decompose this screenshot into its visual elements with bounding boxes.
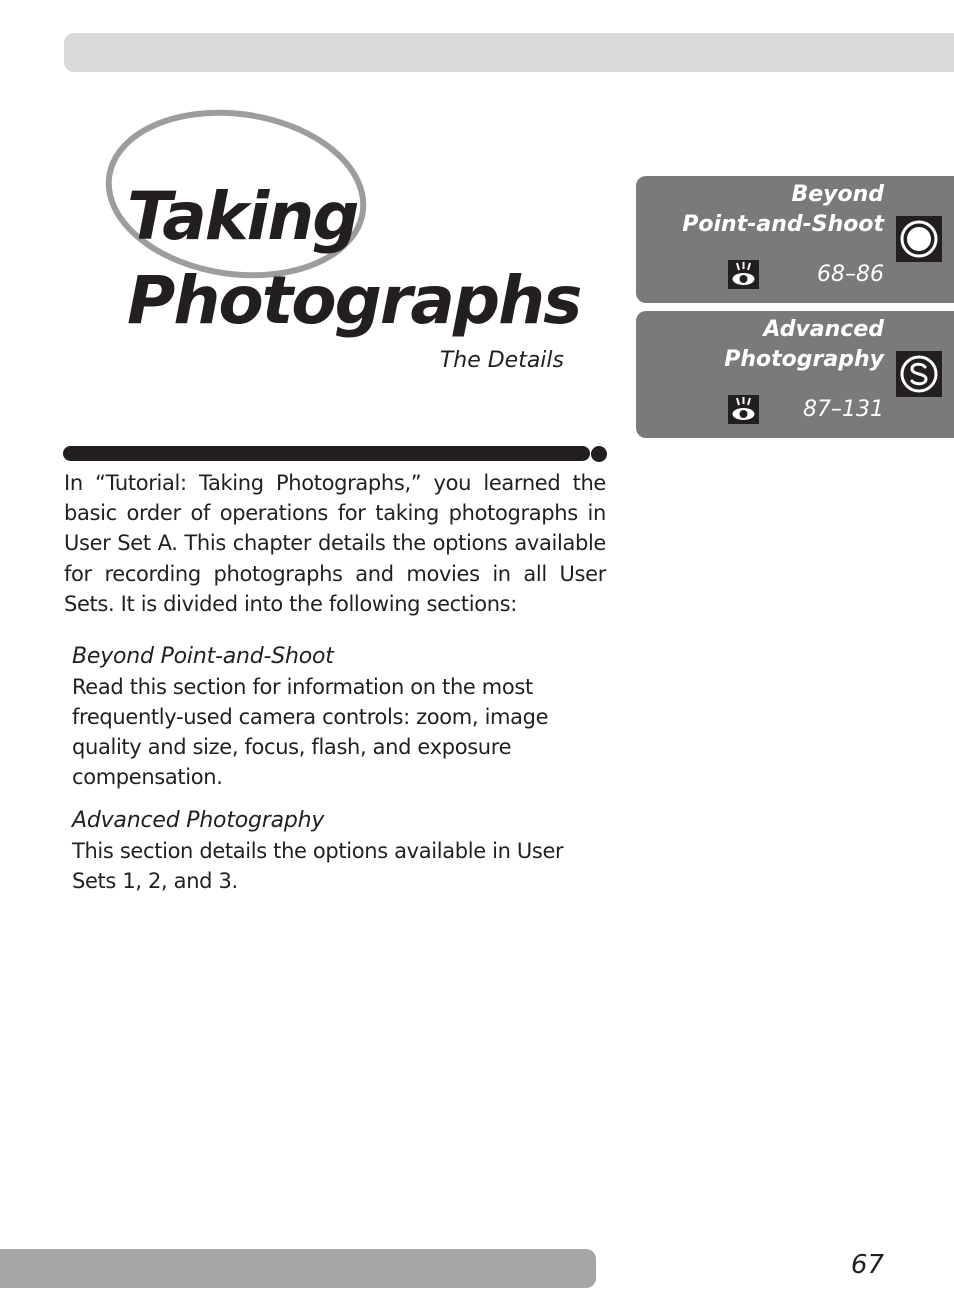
chapter-subtitle: The Details: [439, 348, 564, 373]
tab-title: Advanced Photography: [724, 317, 884, 372]
tab-page-range: 87–131: [803, 397, 884, 422]
chapter-title-line-2: Photographs: [127, 262, 581, 339]
eye-reference-icon: [728, 395, 759, 424]
tab-page-range: 68–86: [817, 262, 884, 287]
chapter-title-line-1: Taking: [127, 178, 358, 255]
section-advanced-photography: [72, 806, 602, 896]
section-body: Read this section for information on the most frequently-used camera controls: zoom, image quality and size, focus, flash, and exposure compensation.: [72, 675, 549, 789]
eye-reference-icon: [728, 260, 759, 289]
chapter-tab-beyond-point-and-shoot[interactable]: [636, 176, 954, 303]
section-divider: [63, 444, 609, 464]
page-number: 67: [850, 1250, 884, 1280]
top-decorative-bar: [64, 33, 954, 72]
bottom-decorative-bar: [0, 1249, 596, 1288]
section-beyond-point-and-shoot: [72, 642, 602, 792]
section-body: This section details the options available in User Sets 1, 2, and 3.: [72, 839, 564, 893]
section-title: Advanced Photography: [72, 808, 325, 833]
section-title: Beyond Point-and-Shoot: [72, 644, 334, 669]
circle-mode-icon: [896, 216, 942, 262]
s-mode-icon: [896, 351, 942, 397]
intro-paragraph: In “Tutorial: Taking Photographs,” you learned the basic order of operations for taking photographs in User Set A. This chapter details the options available for recording photographs and movies in all User Sets. It is divided into the following sections:: [64, 471, 606, 616]
chapter-tab-advanced-photography[interactable]: [636, 311, 954, 438]
tab-title: Beyond Point-and-Shoot: [682, 182, 884, 237]
